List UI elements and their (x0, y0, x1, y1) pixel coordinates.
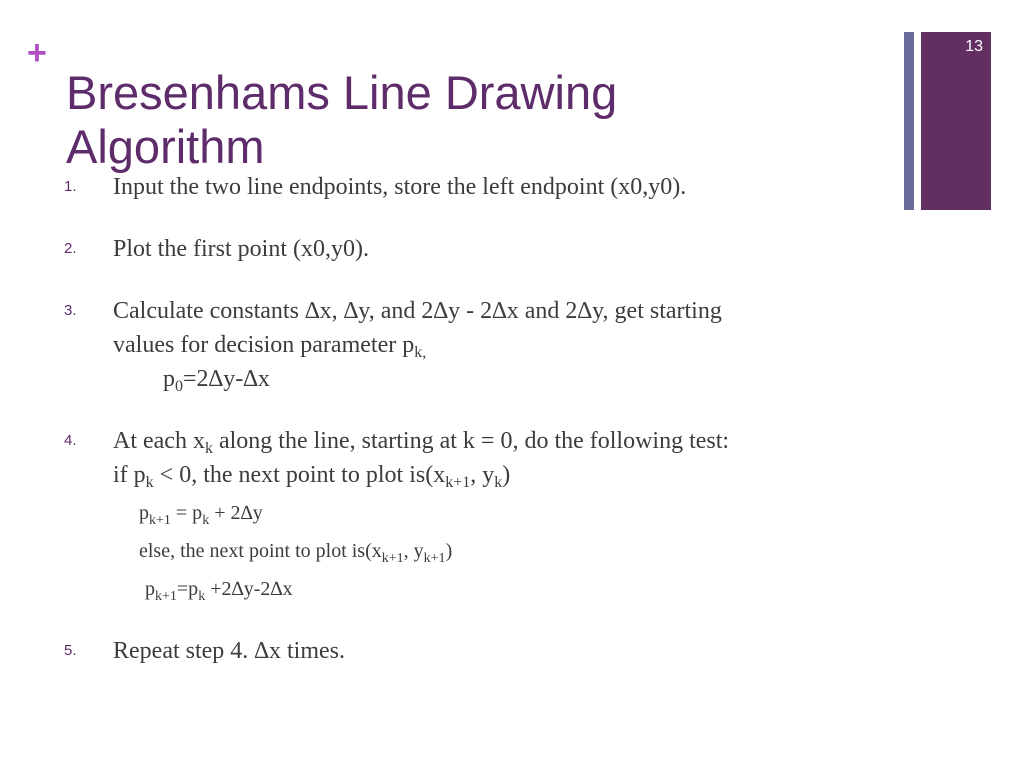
text-run: , y (470, 462, 495, 488)
subscript: k (202, 513, 210, 528)
subscript: k+1 (381, 551, 404, 566)
text-run: along the line, starting at k = 0, do the following test: (212, 428, 730, 454)
text-run: + 2∆y (209, 502, 263, 524)
step-text: Plot the first point (x0,y0). (113, 236, 369, 262)
text-run: +2∆y-2∆x (205, 578, 293, 600)
slide-number: 13 (965, 38, 983, 55)
subscript: 0 (175, 378, 183, 395)
step-number: 2. (64, 240, 77, 257)
subscript: k (494, 474, 503, 491)
text-run: = p (170, 502, 203, 524)
subscript: k (145, 474, 154, 491)
step-number: 1. (64, 178, 77, 195)
subscript: k (204, 440, 213, 457)
step-text-line (113, 458, 960, 492)
text-run: values for decision parameter p (113, 332, 415, 358)
text-run: p (163, 366, 175, 392)
step-number: 3. (64, 302, 77, 319)
step-4 (60, 424, 960, 606)
step-2 (60, 232, 960, 266)
subscript: k (198, 589, 206, 604)
step-1 (60, 170, 960, 204)
step-text: Input the two line endpoints, store the left endpoint (x0,y0). (113, 174, 687, 200)
subscript: k+1 (423, 551, 446, 566)
equation-if (139, 496, 960, 530)
subscript: k+1 (155, 589, 177, 604)
text-run: =2∆y-∆x (183, 366, 270, 392)
step-text-line (113, 328, 960, 362)
text-run: p (145, 578, 155, 600)
step-text: Repeat step 4. ∆x times. (113, 638, 345, 664)
text-run: if p (113, 462, 146, 488)
step-number: 5. (64, 642, 77, 659)
formula (113, 362, 960, 396)
text-run: =p (176, 578, 199, 600)
text-run: , y (403, 540, 424, 562)
subscript: k, (414, 344, 427, 361)
slide-title: Bresenhams Line Drawing Algorithm (66, 66, 618, 173)
plus-icon: + (27, 34, 47, 72)
text-run: ) (445, 540, 453, 562)
else-line (139, 534, 960, 568)
text-run: p (139, 502, 149, 524)
text-run: < 0, the next point to plot is(x (153, 462, 446, 488)
step-text-line (113, 424, 960, 458)
subscript: k+1 (445, 474, 471, 491)
step-number: 4. (64, 432, 77, 449)
step-text-line: Calculate constants ∆x, ∆y, and 2∆y - 2∆x and 2∆y, get starting (113, 298, 722, 324)
step-5 (60, 634, 960, 668)
text-run: ) (502, 462, 511, 488)
algorithm-steps (60, 170, 960, 668)
equation-else (145, 572, 960, 606)
text-run: else, the next point to plot is(x (139, 540, 382, 562)
text-run: At each x (113, 428, 205, 454)
subscript: k+1 (149, 513, 171, 528)
step-3 (60, 294, 960, 396)
